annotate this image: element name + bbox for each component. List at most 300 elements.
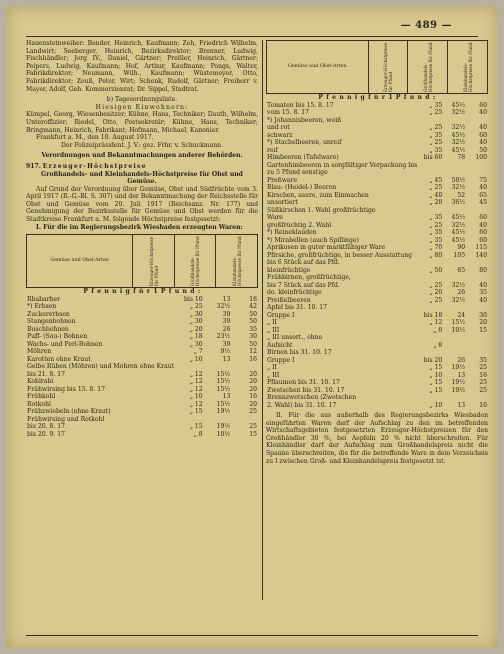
left-price-table — [26, 234, 258, 288]
producer-price: „ 25 — [429, 281, 443, 289]
item-name: Gruppe I — [267, 311, 295, 319]
retail-price: 50 — [249, 340, 257, 348]
producer-price: „ 25 — [429, 296, 443, 304]
item-name: bis 20. 9. 17 — [27, 430, 66, 438]
producer-price: „ 8 — [193, 430, 203, 438]
table-row — [266, 372, 488, 380]
table-row — [266, 184, 488, 192]
item-name: reif — [267, 146, 278, 154]
item-header: Gemüse und Obst-Arten — [267, 41, 369, 94]
producer-price: „ 7 — [193, 348, 203, 356]
wholesale-price: 52 — [457, 191, 466, 199]
table-row — [266, 244, 488, 252]
item-name: bis 21. 8. 17 — [27, 370, 66, 378]
dateline: Frankfurt a. M., den 10. August 1917. — [36, 134, 154, 142]
table-row — [266, 357, 488, 365]
producer-price — [418, 349, 443, 357]
retail-price: 60 — [479, 214, 487, 222]
table-row — [266, 304, 488, 312]
col-header: Großhandels-Höchstpreise für Pfund — [174, 235, 216, 288]
wholesale-price: 15½ — [216, 370, 231, 378]
price-unit-heading: P f e n n i g f ü r 1 P f u n d : — [83, 288, 201, 296]
producer-price: „ 45 — [429, 176, 443, 184]
retail-price — [466, 334, 488, 342]
table-row — [266, 267, 488, 275]
table-row — [26, 296, 258, 304]
producer-price: „ 20 — [189, 325, 203, 333]
retail-price: 40 — [479, 281, 487, 289]
wholesale-price: 23½ — [216, 333, 231, 341]
item-name: Tomaten bis 15. 8. 17 — [267, 101, 334, 109]
producer-price: „ 15 — [429, 379, 443, 387]
table-row — [266, 349, 488, 357]
item-name: Rhabarber — [27, 295, 61, 303]
wholesale-price: 26 — [457, 289, 466, 297]
producer-price: „ 28 — [429, 199, 443, 207]
retail-price: 60 — [479, 101, 487, 109]
wholesale-price: 32½ — [451, 139, 466, 147]
wholesale-price: 105 — [453, 251, 466, 259]
producer-price: „ 12 — [189, 378, 203, 386]
column-divider — [262, 40, 263, 600]
retail-price: 35 — [249, 325, 257, 333]
table-row — [266, 162, 488, 170]
table-row — [266, 252, 488, 260]
wholesale-price: 32½ — [451, 221, 466, 229]
producer-price — [175, 363, 204, 371]
wholesale-price: 13 — [222, 355, 231, 363]
item-name: bis 7 Stück auf das Pfd. — [267, 281, 340, 289]
col-header: Kleinhandels-Höchstpreise für Pfund — [448, 41, 488, 94]
wholesale-price — [443, 334, 466, 342]
producer-price: „ 8 — [433, 326, 443, 334]
wholesale-price: 58½ — [451, 176, 466, 184]
producer-price: „ 10 — [189, 393, 203, 401]
table-row — [26, 386, 258, 394]
footer-rule — [26, 635, 478, 636]
producer-price — [418, 162, 443, 170]
item-name: Gruppe I — [267, 356, 295, 364]
retail-price: 30 — [479, 311, 487, 319]
producer-price: „ 70 — [429, 244, 443, 252]
retail-price — [466, 162, 488, 170]
item-name: großfrüchtig 2. Wahl — [267, 221, 332, 229]
producer-price: „ 35 — [429, 146, 443, 154]
wholesale-price: 39 — [222, 318, 231, 326]
wholesale-price: 24 — [457, 311, 466, 319]
table-row — [266, 222, 488, 230]
retail-price: 50 — [249, 318, 257, 326]
retail-price: 35 — [479, 356, 487, 364]
retail-price: 40 — [479, 109, 487, 117]
retail-price: 35 — [479, 289, 487, 297]
table-row — [26, 408, 258, 416]
producer-price: „ 30 — [189, 318, 203, 326]
item-name: Rotkohl — [27, 400, 51, 408]
producer-price: „ 15 — [189, 423, 203, 431]
table-row — [266, 192, 488, 200]
table-row — [266, 124, 488, 132]
table-row — [266, 102, 488, 110]
table-row — [266, 109, 488, 117]
table-row — [266, 289, 488, 297]
producer-price — [418, 334, 443, 342]
wholesale-price: 45½ — [451, 101, 466, 109]
table-row — [266, 207, 488, 215]
retail-price: 20 — [249, 385, 257, 393]
retail-price — [466, 349, 488, 357]
producer-price: „ 35 — [429, 229, 443, 237]
retail-price: 80 — [479, 266, 487, 274]
retail-price: 25 — [479, 379, 487, 387]
wholesale-price: 45½ — [451, 131, 466, 139]
wholesale-price: 65 — [457, 266, 466, 274]
table-row — [266, 132, 488, 140]
item-name: Puff- (Sau-) Bohnen — [27, 333, 88, 341]
wholesale-price: 45½ — [451, 229, 466, 237]
item-name: schwarz — [267, 131, 293, 139]
table-row — [26, 416, 258, 424]
retail-price: 100 — [475, 154, 487, 162]
retail-price: 25 — [479, 386, 487, 394]
col-header: Großhandels-Höchstpreise für Pfund — [408, 41, 448, 94]
item-name: „ II — [267, 319, 277, 327]
retail-price — [466, 394, 488, 402]
retail-price: 60 — [479, 131, 487, 139]
table-row — [26, 431, 258, 439]
producer-price: „ 25 — [429, 184, 443, 192]
retail-price: 16 — [249, 393, 257, 401]
header-rule — [26, 36, 478, 37]
wholesale-price: 32½ — [451, 281, 466, 289]
retail-price: 40 — [479, 139, 487, 147]
wholesale-price: 39 — [222, 340, 231, 348]
producer-price: „ 35 — [429, 101, 443, 109]
retail-price — [466, 117, 488, 125]
item-name: Möhren — [27, 348, 52, 356]
item-name: Preißelbeeren — [267, 296, 311, 304]
table-row — [26, 333, 258, 341]
table-row — [266, 319, 488, 327]
retail-price: 42 — [249, 303, 257, 311]
retail-price — [466, 342, 488, 350]
retail-price: 15 — [479, 326, 487, 334]
table-row — [266, 169, 488, 177]
table-row — [266, 177, 488, 185]
wholesale-price: 15½ — [216, 400, 231, 408]
item-name: Aprikosen in guter marktfähiger Ware — [267, 244, 386, 252]
producer-price: „ 35 — [429, 236, 443, 244]
producer-price: „ 18 — [189, 333, 203, 341]
col-header: Erzeuger-Höchstpreise für Pfund — [368, 41, 408, 94]
table-row — [266, 274, 488, 282]
retail-price: 115 — [475, 244, 487, 252]
retail-price — [466, 169, 488, 177]
item-name: Süßkirschen 1. Wahl großfrüchtige — [267, 206, 376, 214]
item-name: Pfirsiche, großfrüchtige, in besser Ausstattung — [267, 251, 413, 259]
item-name: Frühkohl — [27, 393, 56, 401]
item-name: Karotten ohne Kraut — [27, 355, 91, 363]
wholesale-price: 32½ — [451, 124, 466, 132]
retail-price — [466, 207, 488, 215]
table-row — [26, 303, 258, 311]
wholesale-price: 15½ — [451, 319, 466, 327]
signature: Der Polizeipräsident. J. V.: gez. Frhr. v. Schuckmann. — [60, 141, 224, 149]
wholesale-price: 19½ — [451, 379, 466, 387]
retail-price: 140 — [475, 251, 487, 259]
table-row — [266, 259, 488, 267]
producer-price: „ 10 — [189, 355, 203, 363]
item-name: Himbeeren (Tafelware) — [267, 154, 339, 162]
table-row — [26, 378, 258, 386]
retail-price: 65 — [479, 191, 487, 199]
retail-price: 20 — [249, 400, 257, 408]
item-name: Preßware — [267, 176, 298, 184]
item-name: *) Mirabellen (auch Spillinge) — [267, 236, 359, 244]
producer-price: bis 20 — [423, 356, 443, 364]
table-row — [26, 371, 258, 379]
item-name: Frühwirsing und Rotkohl — [27, 415, 105, 423]
item-name: unsortiert — [267, 199, 298, 207]
item-name: Birnen bis 31. 10. 17 — [267, 349, 332, 357]
item-name: Gartenhimbeeren in sorgfältiger Verpackung bis — [267, 161, 418, 169]
section-heading: Verordnungen und Bekanntmachungen anderer Behörden. — [41, 152, 243, 160]
retail-price: 25 — [249, 423, 257, 431]
wholesale-price: 9½ — [220, 348, 231, 356]
producer-price: bis 18 — [423, 311, 443, 319]
producer-price: „ 8 — [433, 341, 443, 349]
retail-price: 30 — [249, 333, 257, 341]
item-name: vom 15. 8. 17 — [267, 109, 309, 117]
retail-price: 20 — [479, 319, 487, 327]
newspaper-page — [6, 6, 498, 648]
table-row — [266, 379, 488, 387]
retail-price: 60 — [479, 229, 487, 237]
section-b-subheading: Hiesigen Einwohnern: — [95, 103, 189, 111]
wholesale-price: 32½ — [451, 296, 466, 304]
wholesale-price — [443, 259, 466, 267]
section-b-heading: b) Tagesordnungsliste. — [106, 96, 178, 104]
item-name: bis 20. 8. 17 — [27, 423, 66, 431]
table-header — [267, 41, 488, 94]
item-name: Blau- (Heidel-) Beeren — [267, 184, 337, 192]
table-row — [266, 334, 488, 342]
wholesale-price — [204, 416, 232, 424]
retail-price: 60 — [479, 236, 487, 244]
producer-price — [418, 304, 443, 312]
item-name: Zwetschen bis 31. 10. 17 — [267, 386, 345, 394]
item-name: Gelbe Rüben (Möhren) und Mohren ohne Kraut — [27, 363, 175, 371]
wholesale-price: 13 — [457, 371, 466, 379]
table-row — [266, 327, 488, 335]
item-name: *) Reineklauden — [267, 229, 317, 237]
table-row — [266, 154, 488, 162]
table-row — [266, 312, 488, 320]
retail-price: 25 — [479, 364, 487, 372]
retail-price: 40 — [479, 221, 487, 229]
retail-price: 20 — [249, 370, 257, 378]
wholesale-price: 10½ — [216, 430, 231, 438]
producer-price: „ 50 — [429, 266, 443, 274]
item-name: Stangenbohnen — [27, 318, 76, 326]
wholesale-price: 78 — [457, 154, 466, 162]
item-name: Äpfel bis 31. 10. 17 — [267, 304, 327, 312]
wholesale-price: 19½ — [216, 423, 231, 431]
retail-price: 40 — [479, 184, 487, 192]
retail-price: 75 — [479, 176, 487, 184]
table-row — [266, 342, 488, 350]
wholesale-price — [443, 349, 466, 357]
producer-price: „ 30 — [189, 340, 203, 348]
price-unit-heading: P f e n n i g f ü r 1 P f u n d : — [318, 94, 436, 101]
page-number: — 489 — — [400, 20, 452, 31]
right-rows — [266, 102, 488, 410]
left-rows — [26, 296, 258, 439]
wholesale-price: 45½ — [451, 146, 466, 154]
ordinance-title-1: Erzeuger-Höchstpreise — [42, 162, 147, 170]
item-name: bis 6 Stück auf das Pfd. — [267, 259, 340, 267]
producer-price: „ 80 — [429, 251, 443, 259]
producer-price — [175, 416, 204, 424]
table-row — [266, 199, 488, 207]
producer-price — [418, 207, 443, 215]
right-column — [266, 40, 488, 465]
item-name: Frühbirnen, großfrüchtige, — [267, 274, 351, 282]
producer-price: „ 25 — [189, 303, 203, 311]
table-row — [266, 297, 488, 305]
producer-price: „ 20 — [429, 289, 443, 297]
ordinance-title-2: Großhandels- und Kleinhandels-Höchstpreise für Obst und Gemüse. — [41, 170, 243, 186]
wholesale-price: 10½ — [451, 326, 466, 334]
item-name: „ II — [267, 364, 277, 372]
item-name: 2. Wahl) bis 31. 10. 17 — [267, 401, 337, 409]
wholesale-price — [443, 169, 466, 177]
item-name: *) Johannisbeeren, weiß — [267, 116, 342, 124]
producer-price: „ 30 — [189, 310, 203, 318]
producer-price: „ 35 — [429, 214, 443, 222]
table-row — [26, 363, 258, 371]
table-row — [26, 348, 258, 356]
item-name: *) Stachelbeeren, unreif — [267, 139, 342, 147]
item-name: und rot — [267, 124, 290, 132]
item-name: kleinfrüchtige — [267, 266, 311, 274]
wholesale-price: 19½ — [451, 364, 466, 372]
retail-price: 45 — [479, 199, 487, 207]
right-price-table — [266, 40, 488, 94]
retail-price — [466, 274, 488, 282]
producer-price: „ 25 — [429, 139, 443, 147]
wholesale-price: 39 — [222, 310, 231, 318]
wholesale-price: 32½ — [451, 184, 466, 192]
table-row — [266, 139, 488, 147]
table-row — [26, 311, 258, 319]
wholesale-price: 13 — [222, 393, 231, 401]
retail-price: 40 — [479, 296, 487, 304]
producer-price — [418, 274, 443, 282]
wholesale-price: 15½ — [216, 385, 231, 393]
producer-price: „ 25 — [429, 221, 443, 229]
producer-price — [418, 259, 443, 267]
retail-price — [466, 259, 488, 267]
item-name: „ III — [267, 371, 280, 379]
retail-price: 50 — [479, 146, 487, 154]
retail-price: 18 — [249, 295, 257, 303]
item-name: do. kleinfrüchtige — [267, 289, 322, 297]
producer-price: „ 15 — [189, 408, 203, 416]
item-name: Zuckererbsen — [27, 310, 70, 318]
item-name: Aufsicht — [267, 341, 293, 349]
wholesale-price: 15½ — [216, 378, 231, 386]
table-row — [26, 401, 258, 409]
item-header: Gemüse und Obst-Arten — [27, 235, 133, 288]
retail-price: 25 — [249, 408, 257, 416]
producer-price: „ 25 — [429, 109, 443, 117]
subsection-one: I. Für die im Regierungsbezirk Wiesbaden erzeugten Waren: — [36, 223, 243, 231]
retail-price: 12 — [249, 348, 257, 356]
ordinance-title — [26, 163, 258, 171]
item-name: Kirschen, saure, zum Einmachen — [267, 191, 369, 199]
producer-price: „ 35 — [429, 131, 443, 139]
item-name: Frühzwiebeln (ohne Kraut) — [27, 408, 111, 416]
table-row — [266, 147, 488, 155]
retail-price: 20 — [249, 378, 257, 386]
table-row — [26, 341, 258, 349]
wholesale-price: 32½ — [451, 109, 466, 117]
retail-price: 15 — [249, 430, 257, 438]
wholesale-price: 13 — [457, 401, 466, 409]
col-header: Erzeuger-Höchstpreise für Pfund — [133, 235, 175, 288]
item-name: Wachs- und Perl-Bohnen — [27, 340, 103, 348]
table-row — [26, 356, 258, 364]
wholesale-price — [443, 394, 466, 402]
table-row — [26, 423, 258, 431]
col-header: Kleinhandels-Höchstpreise für Pfund — [216, 235, 258, 288]
wholesale-price — [443, 117, 466, 125]
wholesale-price: 45½ — [451, 236, 466, 244]
producer-price: „ 10 — [429, 371, 443, 379]
section-b-text: Kümpel, Georg, Wiesenbesitzer; Kühne, Hans, Techniker; Dauth, Wilhelm, Unteroffizier; Riedel, Otto, Postsekretär; Kühne, Hans, Techniker; Bringmann, Heinrich, Fabrikant; Hofmann, Michael, Kanonier. — [26, 111, 258, 134]
table-row — [266, 364, 488, 372]
producer-price: „ 40 — [429, 191, 443, 199]
table-row — [266, 117, 488, 125]
table-row — [266, 402, 488, 410]
producer-price: „ 25 — [429, 124, 443, 132]
producer-price: „ 12 — [189, 370, 203, 378]
ordinance-number: 917. — [26, 162, 41, 170]
table-row — [266, 394, 488, 402]
item-name: *) Erbsen — [27, 303, 57, 311]
item-name: „ III — [267, 326, 280, 334]
item-name: Brennzwetschen (Zwetschen — [267, 394, 357, 402]
item-name: Buschbohnen — [27, 325, 69, 333]
wholesale-price — [443, 207, 466, 215]
table-header — [27, 235, 258, 288]
juror-list: Hauensteinweiher: Bender, Heinrich, Kaufmann; Zeh, Friedrich Wilhelm, Landwirt; Seeberger, Heinrich, Bezirksdirektor; Brenner, Ludwig, Fischhändler; Jorg IV., Daniel, Gärtner; Preßler, Heinrich, Gärtner; Peipers, Ludwig, Kaufmann; Hof, Arthur, Kaufmann; Pongs, Walter, Fabrikdirektor; Neumann, Wilh., Kaufmann; Wüstemeyer, Otto, Fabrikdirektor; Zeuß, Peter, Wirt; Schenk, Rudolf, Gärtner; Freiherr v. Mayer, Adolf, Geh. Kommerzienrat; Dr. Sippel, Stadtrat. — [26, 40, 258, 93]
item-name: Kohlrabi — [27, 378, 54, 386]
item-name: Frühwirsing bis 15. 8. 17 — [27, 385, 105, 393]
ordinance-body: Auf Grund der Verordnung über Gemüse, Obst und Südfrüchte vom 3. April 1917 (R.-G.-Bl. S. 307) und der Bekanntmachung der Reichsstelle für Obst und Gemüse vom 20. Juli 1917 (Reichsanz. Nr. 177) und Genehmigung der Bezirksstelle für Gemüse und Obst werden für die Stadtkreise Frankfurt a. M. folgende Höchstpreise festgesetzt: — [26, 185, 258, 224]
wholesale-price — [443, 274, 466, 282]
item-name: Pflaumen bis 31. 10. 17 — [267, 379, 340, 387]
retail-price: 16 — [249, 355, 257, 363]
item-name: Ware — [267, 214, 283, 222]
producer-price: bis 60 — [423, 154, 443, 162]
producer-price: bis 10 — [184, 295, 203, 303]
producer-price: „ 12 — [189, 385, 203, 393]
wholesale-price: 45½ — [451, 214, 466, 222]
wholesale-price — [204, 363, 232, 371]
wholesale-price: 32½ — [216, 303, 231, 311]
